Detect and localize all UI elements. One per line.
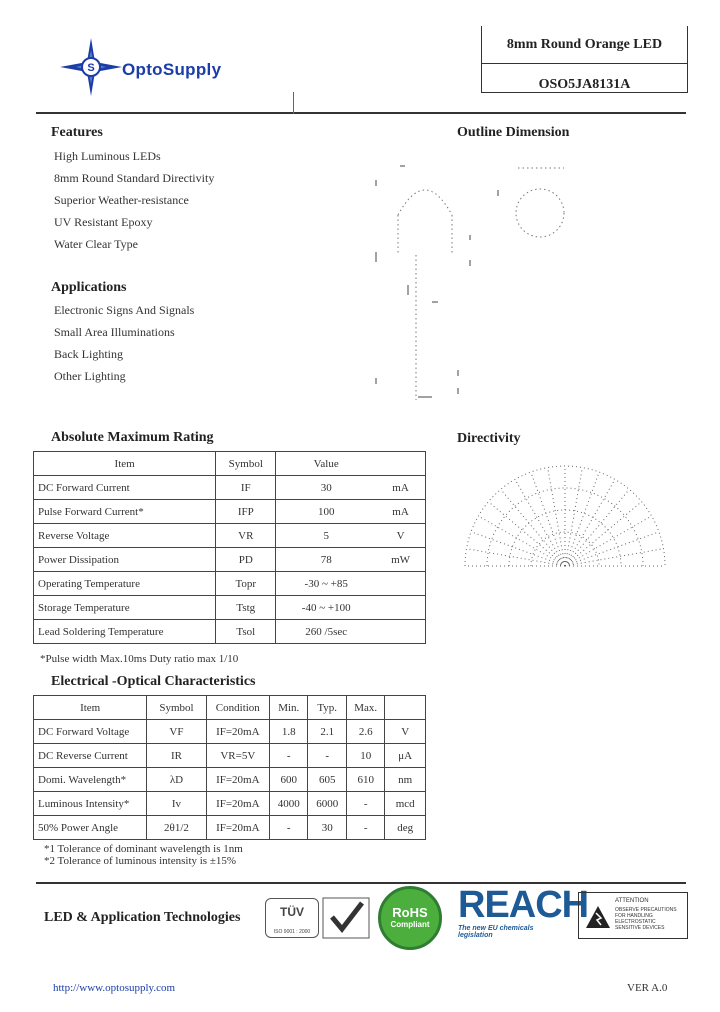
product-title: 8mm Round Orange LED xyxy=(506,37,663,52)
table-cell: - xyxy=(346,816,384,840)
table-header: Min. xyxy=(270,696,308,720)
table-cell: 600 xyxy=(270,768,308,792)
table-header: Max. xyxy=(346,696,384,720)
table-cell: mA xyxy=(376,500,425,524)
table-cell: - xyxy=(270,816,308,840)
polar-grid-spoke xyxy=(565,472,599,566)
table-cell: Tstg xyxy=(216,596,276,620)
polar-grid-spoke xyxy=(565,549,663,566)
header-separator xyxy=(293,92,294,114)
table-cell: DC Reverse Current xyxy=(34,744,147,768)
polar-grid-spoke xyxy=(565,479,615,566)
rohs-badge xyxy=(378,886,442,950)
table-header: Condition xyxy=(206,696,269,720)
list-item: Other Lighting xyxy=(54,369,126,383)
table-cell: deg xyxy=(385,816,426,840)
table-cell: Domi. Wavelength* xyxy=(34,768,147,792)
table-header: Item xyxy=(34,696,147,720)
polar-grid-spoke xyxy=(501,489,565,566)
features-list xyxy=(54,149,214,259)
polar-grid-spoke xyxy=(565,516,652,566)
table-cell: IF xyxy=(216,476,276,500)
table-cell xyxy=(376,620,425,644)
tuv-cert-badge xyxy=(265,898,319,938)
reach-badge xyxy=(458,884,589,939)
applications-heading: Applications xyxy=(51,280,127,295)
table-row xyxy=(34,524,426,548)
table-cell: 1.8 xyxy=(270,720,308,744)
optosupply-logo xyxy=(58,36,273,98)
rohs-label: RoHS xyxy=(392,905,428,920)
list-item: 8mm Round Standard Directivity xyxy=(54,171,215,185)
table-cell: VF xyxy=(147,720,206,744)
part-number: OSO5JA8131A xyxy=(538,77,631,92)
esd-warning-badge xyxy=(578,892,688,939)
table-cell: 605 xyxy=(308,768,346,792)
table-header: Item xyxy=(34,452,216,476)
table-cell: IF=20mA xyxy=(206,720,269,744)
abs-max-note: *Pulse width Max.10ms Duty ratio max 1/10 xyxy=(40,653,239,665)
table-cell: 78 xyxy=(276,548,376,572)
tuv-label: TÜV xyxy=(280,905,304,919)
polar-grid-arc xyxy=(487,488,643,566)
table-cell: μA xyxy=(385,744,426,768)
table-cell: Topr xyxy=(216,572,276,596)
table-row xyxy=(34,548,426,572)
table-cell: - xyxy=(308,744,346,768)
table-cell: Tsol xyxy=(216,620,276,644)
table-cell: 6000 xyxy=(308,792,346,816)
table-cell: -40 ~ +100 xyxy=(276,596,376,620)
polar-grid-spoke xyxy=(565,502,642,566)
table-cell: Luminous Intensity* xyxy=(34,792,147,816)
table-cell: VR=5V xyxy=(206,744,269,768)
table-cell: nm xyxy=(385,768,426,792)
table-cell: Operating Temperature xyxy=(34,572,216,596)
features-heading: Features xyxy=(51,125,103,140)
company-tagline: LED & Application Technologies xyxy=(44,910,241,925)
table-cell: Storage Temperature xyxy=(34,596,216,620)
table-row xyxy=(34,816,426,840)
list-item: UV Resistant Epoxy xyxy=(54,215,153,229)
top-divider xyxy=(36,112,686,114)
table-header: Typ. xyxy=(308,696,346,720)
table-cell: 50% Power Angle xyxy=(34,816,147,840)
rohs-sub: Compliant xyxy=(390,920,430,929)
table-row xyxy=(34,476,426,500)
table-cell: IR xyxy=(147,744,206,768)
table-cell: DC Forward Current xyxy=(34,476,216,500)
table-cell: PD xyxy=(216,548,276,572)
polar-grid-spoke xyxy=(471,532,565,566)
eo-table xyxy=(33,695,426,840)
polar-grid-spoke xyxy=(565,468,582,566)
footer-divider xyxy=(36,882,686,884)
table-cell: Power Dissipation xyxy=(34,548,216,572)
reach-sub: The new EU chemicals legislation xyxy=(458,925,534,939)
table-cell: IF=20mA xyxy=(206,792,269,816)
table-cell: 4000 xyxy=(270,792,308,816)
polar-grid-spoke xyxy=(531,472,565,566)
table-cell: Iv xyxy=(147,792,206,816)
polar-grid-spoke xyxy=(565,532,659,566)
table-header: Symbol xyxy=(147,696,206,720)
list-item: Water Clear Type xyxy=(54,237,138,251)
applications-list xyxy=(54,303,194,391)
eo-note-2: *2 Tolerance of luminous intensity is ±15% xyxy=(44,855,237,867)
table-cell: - xyxy=(270,744,308,768)
table-header-row xyxy=(34,452,426,476)
version-label: VER A.0 xyxy=(627,982,668,994)
table-header-row xyxy=(34,696,426,720)
table-cell: VR xyxy=(216,524,276,548)
table-cell: Reverse Voltage xyxy=(34,524,216,548)
table-cell: 610 xyxy=(346,768,384,792)
abs-max-heading: Absolute Maximum Rating xyxy=(51,430,214,445)
table-cell: IFP xyxy=(216,500,276,524)
table-cell: mcd xyxy=(385,792,426,816)
table-cell: 10 xyxy=(346,744,384,768)
table-cell: 2θ1/2 xyxy=(147,816,206,840)
brand-name: OptoSupply xyxy=(122,60,222,79)
checkmark-cert-icon xyxy=(322,897,370,939)
esd-text: OBSERVE PRECAUTIONS FOR HANDLING ELECTROSTATIC SENSITIVE DEVICES xyxy=(615,907,677,931)
table-cell: - xyxy=(346,792,384,816)
table-cell: V xyxy=(385,720,426,744)
outline-drawing xyxy=(360,150,590,410)
table-row xyxy=(34,792,426,816)
table-cell: -30 ~ +85 xyxy=(276,572,376,596)
table-cell xyxy=(376,572,425,596)
table-row xyxy=(34,620,426,644)
list-item: Back Lighting xyxy=(54,347,123,361)
esd-title: ATTENTION xyxy=(615,898,649,904)
reach-label: REACH xyxy=(458,884,589,926)
table-cell: 30 xyxy=(308,816,346,840)
table-cell: Pulse Forward Current* xyxy=(34,500,216,524)
list-item: Electronic Signs And Signals xyxy=(54,303,195,317)
table-cell xyxy=(376,596,425,620)
table-cell: Lead Soldering Temperature xyxy=(34,620,216,644)
eo-heading: Electrical -Optical Characteristics xyxy=(51,674,256,689)
table-cell: mA xyxy=(376,476,425,500)
iso-label: ISO 9001 : 2000 xyxy=(273,929,311,935)
website-link[interactable]: http://www.optosupply.com xyxy=(53,982,176,994)
list-item: Superior Weather-resistance xyxy=(54,193,189,207)
polar-grid-spoke xyxy=(467,549,565,566)
list-item: Small Area Illuminations xyxy=(54,325,175,339)
list-item: High Luminous LEDs xyxy=(54,149,161,163)
table-cell: 100 xyxy=(276,500,376,524)
table-header xyxy=(376,452,425,476)
abs-max-table xyxy=(33,451,426,644)
polar-grid-spoke xyxy=(548,468,565,566)
outline-heading: Outline Dimension xyxy=(457,125,570,140)
header-box xyxy=(481,26,688,93)
table-row xyxy=(34,744,426,768)
svg-text:S: S xyxy=(87,62,95,74)
table-row xyxy=(34,572,426,596)
table-cell: IF=20mA xyxy=(206,816,269,840)
table-header xyxy=(385,696,426,720)
table-cell: 2.1 xyxy=(308,720,346,744)
table-row xyxy=(34,596,426,620)
eo-note-1: *1 Tolerance of dominant wavelength is 1nm xyxy=(44,843,243,855)
table-cell: mW xyxy=(376,548,425,572)
table-cell: DC Forward Voltage xyxy=(34,720,147,744)
table-cell: 5 xyxy=(276,524,376,548)
table-row xyxy=(34,720,426,744)
star-logo-icon xyxy=(58,36,124,98)
esd-warning-icon xyxy=(585,905,611,929)
table-cell: 260 /5sec xyxy=(276,620,376,644)
table-header: Value xyxy=(276,452,376,476)
table-cell: IF=20mA xyxy=(206,768,269,792)
directivity-diagram xyxy=(455,462,675,572)
table-cell: 30 xyxy=(276,476,376,500)
table-header: Symbol xyxy=(216,452,276,476)
table-row xyxy=(34,500,426,524)
table-row xyxy=(34,768,426,792)
polar-grid-spoke xyxy=(478,516,565,566)
table-cell: λD xyxy=(147,768,206,792)
directivity-heading: Directivity xyxy=(457,431,521,446)
table-cell: V xyxy=(376,524,425,548)
table-cell: 2.6 xyxy=(346,720,384,744)
